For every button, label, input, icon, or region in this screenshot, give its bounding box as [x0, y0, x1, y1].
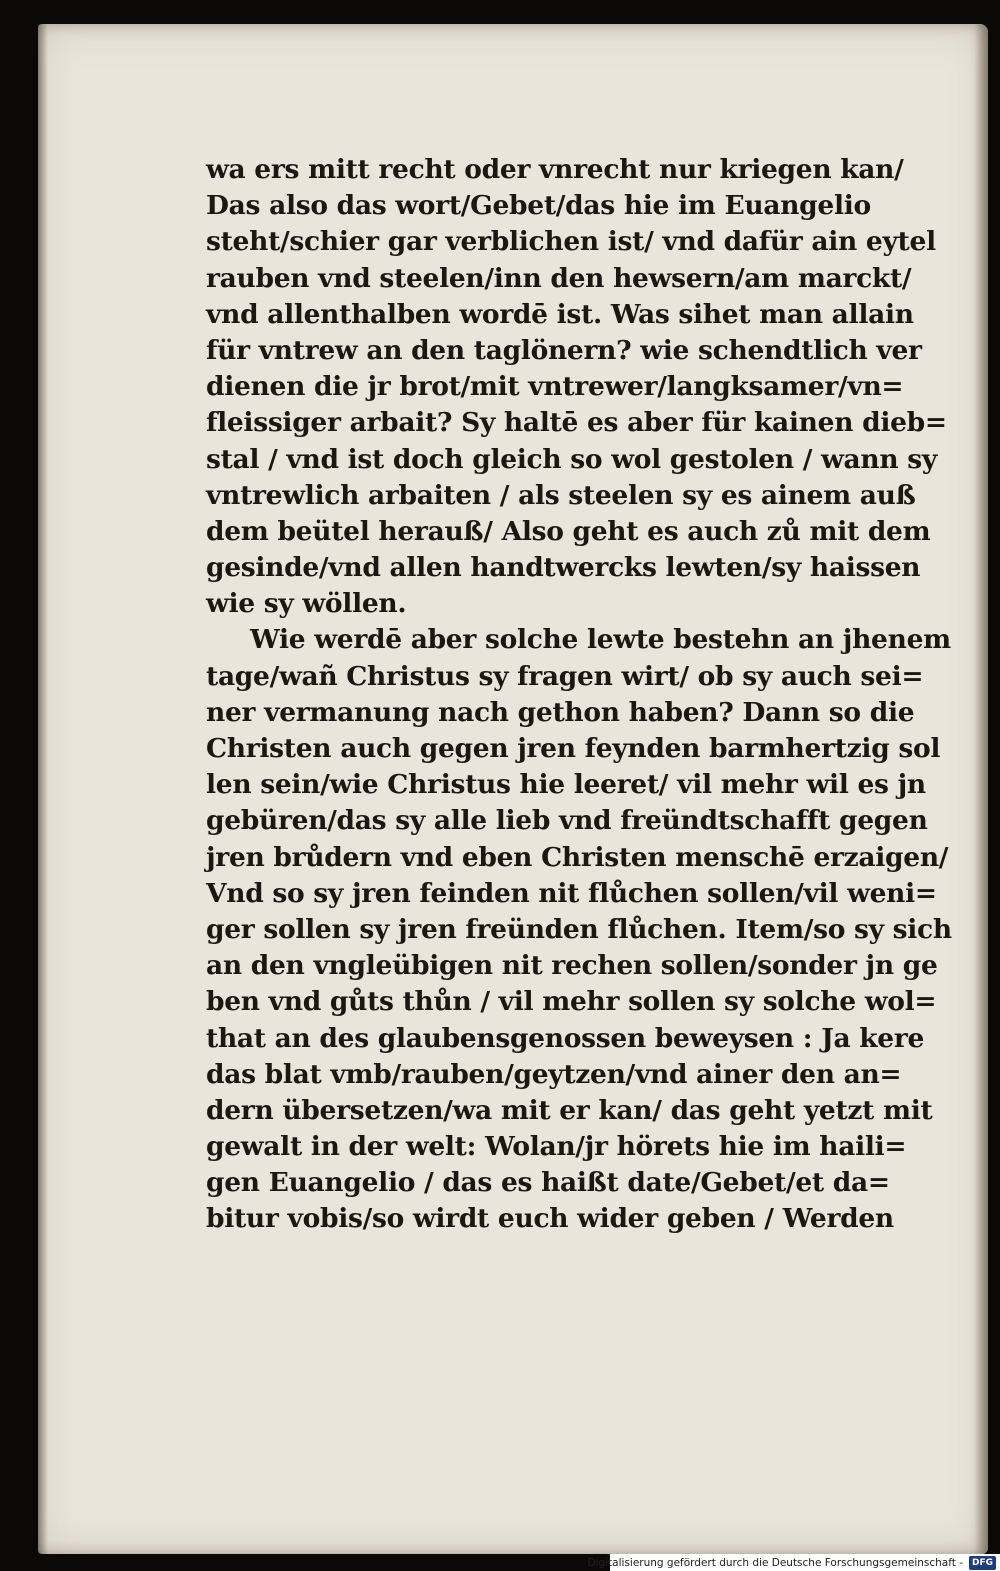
text-line: dem beütel herauß/ Also geht es auch zů mit dem — [206, 515, 931, 547]
text-line: an den vngleübigen nit rechen sollen/sonder jn ge — [206, 950, 938, 982]
text-line: bitur vobis/so wirdt euch wider geben / Werden — [206, 1203, 894, 1235]
text-line: steht/schier gar verblichen ist/ vnd dafür ain eytel — [206, 226, 936, 258]
text-line: ger sollen sy jren freünden flůchen. Item/so sy sich — [206, 913, 952, 945]
text-line: rauben vnd steelen/inn den hewsern/am marckt/ — [206, 262, 912, 294]
text-line: gebüren/das sy alle lieb vnd freündtschafft gegen — [206, 805, 928, 837]
text-line: Vnd so sy jren feinden nit flůchen sollen/vil weni= — [206, 877, 937, 909]
text-line: vnd allenthalben wordē ist. Was sihet man allain — [206, 298, 914, 330]
text-line: stal / vnd ist doch gleich so wol gestolen / wann sy — [206, 443, 937, 475]
text-line: Christen auch gegen jren feynden barmhertzig sol — [206, 733, 941, 764]
text-line: ner vermanung nach gethon haben? Dann so die — [206, 696, 915, 728]
funding-credit-text: Digitalisierung gefördert durch die Deutsche Forschungsgemeinschaft - — [587, 1556, 963, 1569]
text-line: für vntrew an den taglönern? wie schendtlich ver — [206, 334, 922, 366]
text-line: Wie werdē aber solche lewte bestehn an jhenem — [250, 624, 951, 656]
book-page — [38, 24, 988, 1554]
text-line: vntrewlich arbaiten / als steelen sy es ainem auß — [206, 479, 916, 511]
text-line: tage/wañ Christus sy fragen wirt/ ob sy auch sei= — [206, 660, 924, 692]
text-line: jren brůdern vnd eben Christen menschē erzaigen/ — [206, 841, 949, 873]
text-line: len sein/wie Christus hie leeret/ vil mehr wil es jn — [206, 769, 926, 801]
page-text-block — [206, 152, 968, 1238]
page-edge-shadow — [974, 24, 988, 1554]
page-gutter-shadow — [38, 24, 48, 1554]
text-line: that an des glaubensgenossen beweysen : Ja kere — [206, 1022, 925, 1054]
text-line: gesinde/vnd allen handtwercks lewten/sy haissen — [206, 552, 921, 584]
dfg-logo: DFG — [969, 1556, 996, 1570]
text-line: dern übersetzen/wa mit er kan/ das geht yetzt mit — [206, 1094, 933, 1126]
text-line: dienen die jr brot/mit vntrewer/langksamer/vn= — [206, 371, 904, 403]
text-line: wa ers mitt recht oder vnrecht nur kriegen kan/ — [206, 154, 904, 185]
text-line: fleissiger arbait? Sy haltē es aber für kainen dieb= — [206, 407, 947, 439]
digitization-credit-bar — [587, 1554, 1000, 1571]
text-line: ben vnd gůts thůn / vil mehr sollen sy solche wol= — [206, 986, 937, 1018]
text-line: Das also das wort/Gebet/das hie im Euangelio — [206, 190, 871, 222]
text-line: gewalt in der welt: Wolan/jr hörets hie im haili= — [206, 1131, 907, 1163]
text-line: gen Euangelio / das es haißt date/Gebet/et da= — [206, 1167, 890, 1199]
text-line: wie sy wöllen. — [206, 588, 407, 620]
text-line: das blat vmb/rauben/geytzen/vnd ainer den an= — [206, 1058, 902, 1090]
